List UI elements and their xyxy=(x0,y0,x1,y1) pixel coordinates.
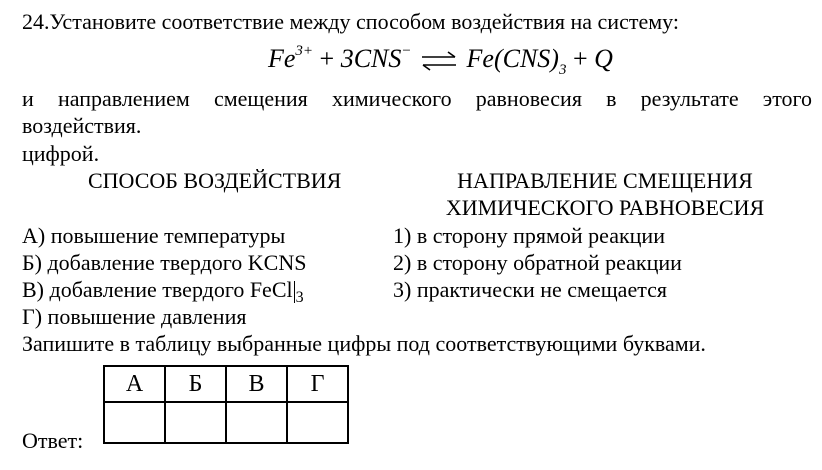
formula-cns: 3CNS xyxy=(340,44,402,73)
answer-table-header-row xyxy=(104,366,348,402)
header-direction-line-2: ХИМИЧЕСКОГО РАВНОВЕСИЯ xyxy=(445,195,765,220)
option-a: А) повышение температуры xyxy=(22,223,286,248)
question-title: 24.Установите соответствие между способом воздействия на систему: xyxy=(22,9,679,34)
direction-1: 1) в сторону прямой реакции xyxy=(393,223,665,248)
header-direction xyxy=(420,167,790,221)
answer-cell-b[interactable] xyxy=(165,402,226,443)
answer-cell-v[interactable] xyxy=(226,402,287,443)
direction-2: 2) в сторону обратной реакции xyxy=(393,250,682,275)
text-cursor xyxy=(294,281,295,303)
answer-table-header-v: В xyxy=(226,366,287,402)
formula-plus-1: + xyxy=(319,44,335,73)
answer-cell-g[interactable] xyxy=(287,402,348,443)
header-method: СПОСОБ ВОЗДЕЙСТВИЯ xyxy=(88,168,342,193)
answer-table xyxy=(103,365,349,444)
option-b: Б) добавление твердого KCNS xyxy=(22,250,307,275)
option-v-index: 3 xyxy=(295,289,304,306)
reaction-equation xyxy=(268,44,613,78)
formula-fe: Fe xyxy=(268,44,296,73)
formula-fe-charge: 3+ xyxy=(295,43,314,59)
formula-product: Fe(CNS) xyxy=(466,44,559,73)
formula-product-index: 3 xyxy=(558,62,567,78)
option-v xyxy=(22,276,304,306)
answer-table-input-row xyxy=(104,402,348,443)
formula-q: Q xyxy=(594,44,613,73)
answer-cell-a[interactable] xyxy=(104,402,165,443)
direction-3: 3) практически не смещается xyxy=(393,277,667,302)
answer-table-header-g: Г xyxy=(287,366,348,402)
equilibrium-arrows-icon xyxy=(420,50,458,72)
option-g: Г) повышение давления xyxy=(22,304,247,329)
formula-cns-charge: − xyxy=(401,43,412,59)
header-direction-line-1: НАПРАВЛЕНИЕ СМЕЩЕНИЯ xyxy=(457,168,753,193)
formula-plus-2: + xyxy=(572,44,588,73)
question-line-3: воздействия. xyxy=(22,113,142,138)
option-v-text: В) добавление твердого FeCl xyxy=(22,277,293,302)
answer-table-header-a: А xyxy=(104,366,165,402)
question-line-2: и направлением смещения химического равновесия в результате этого xyxy=(22,86,812,111)
answer-table-header-b: Б xyxy=(165,366,226,402)
question-line-4: цифрой. xyxy=(22,141,100,166)
instruction: Запишите в таблицу выбранные цифры под соответствующими буквами. xyxy=(22,331,706,356)
answer-label: Ответ: xyxy=(22,428,84,453)
